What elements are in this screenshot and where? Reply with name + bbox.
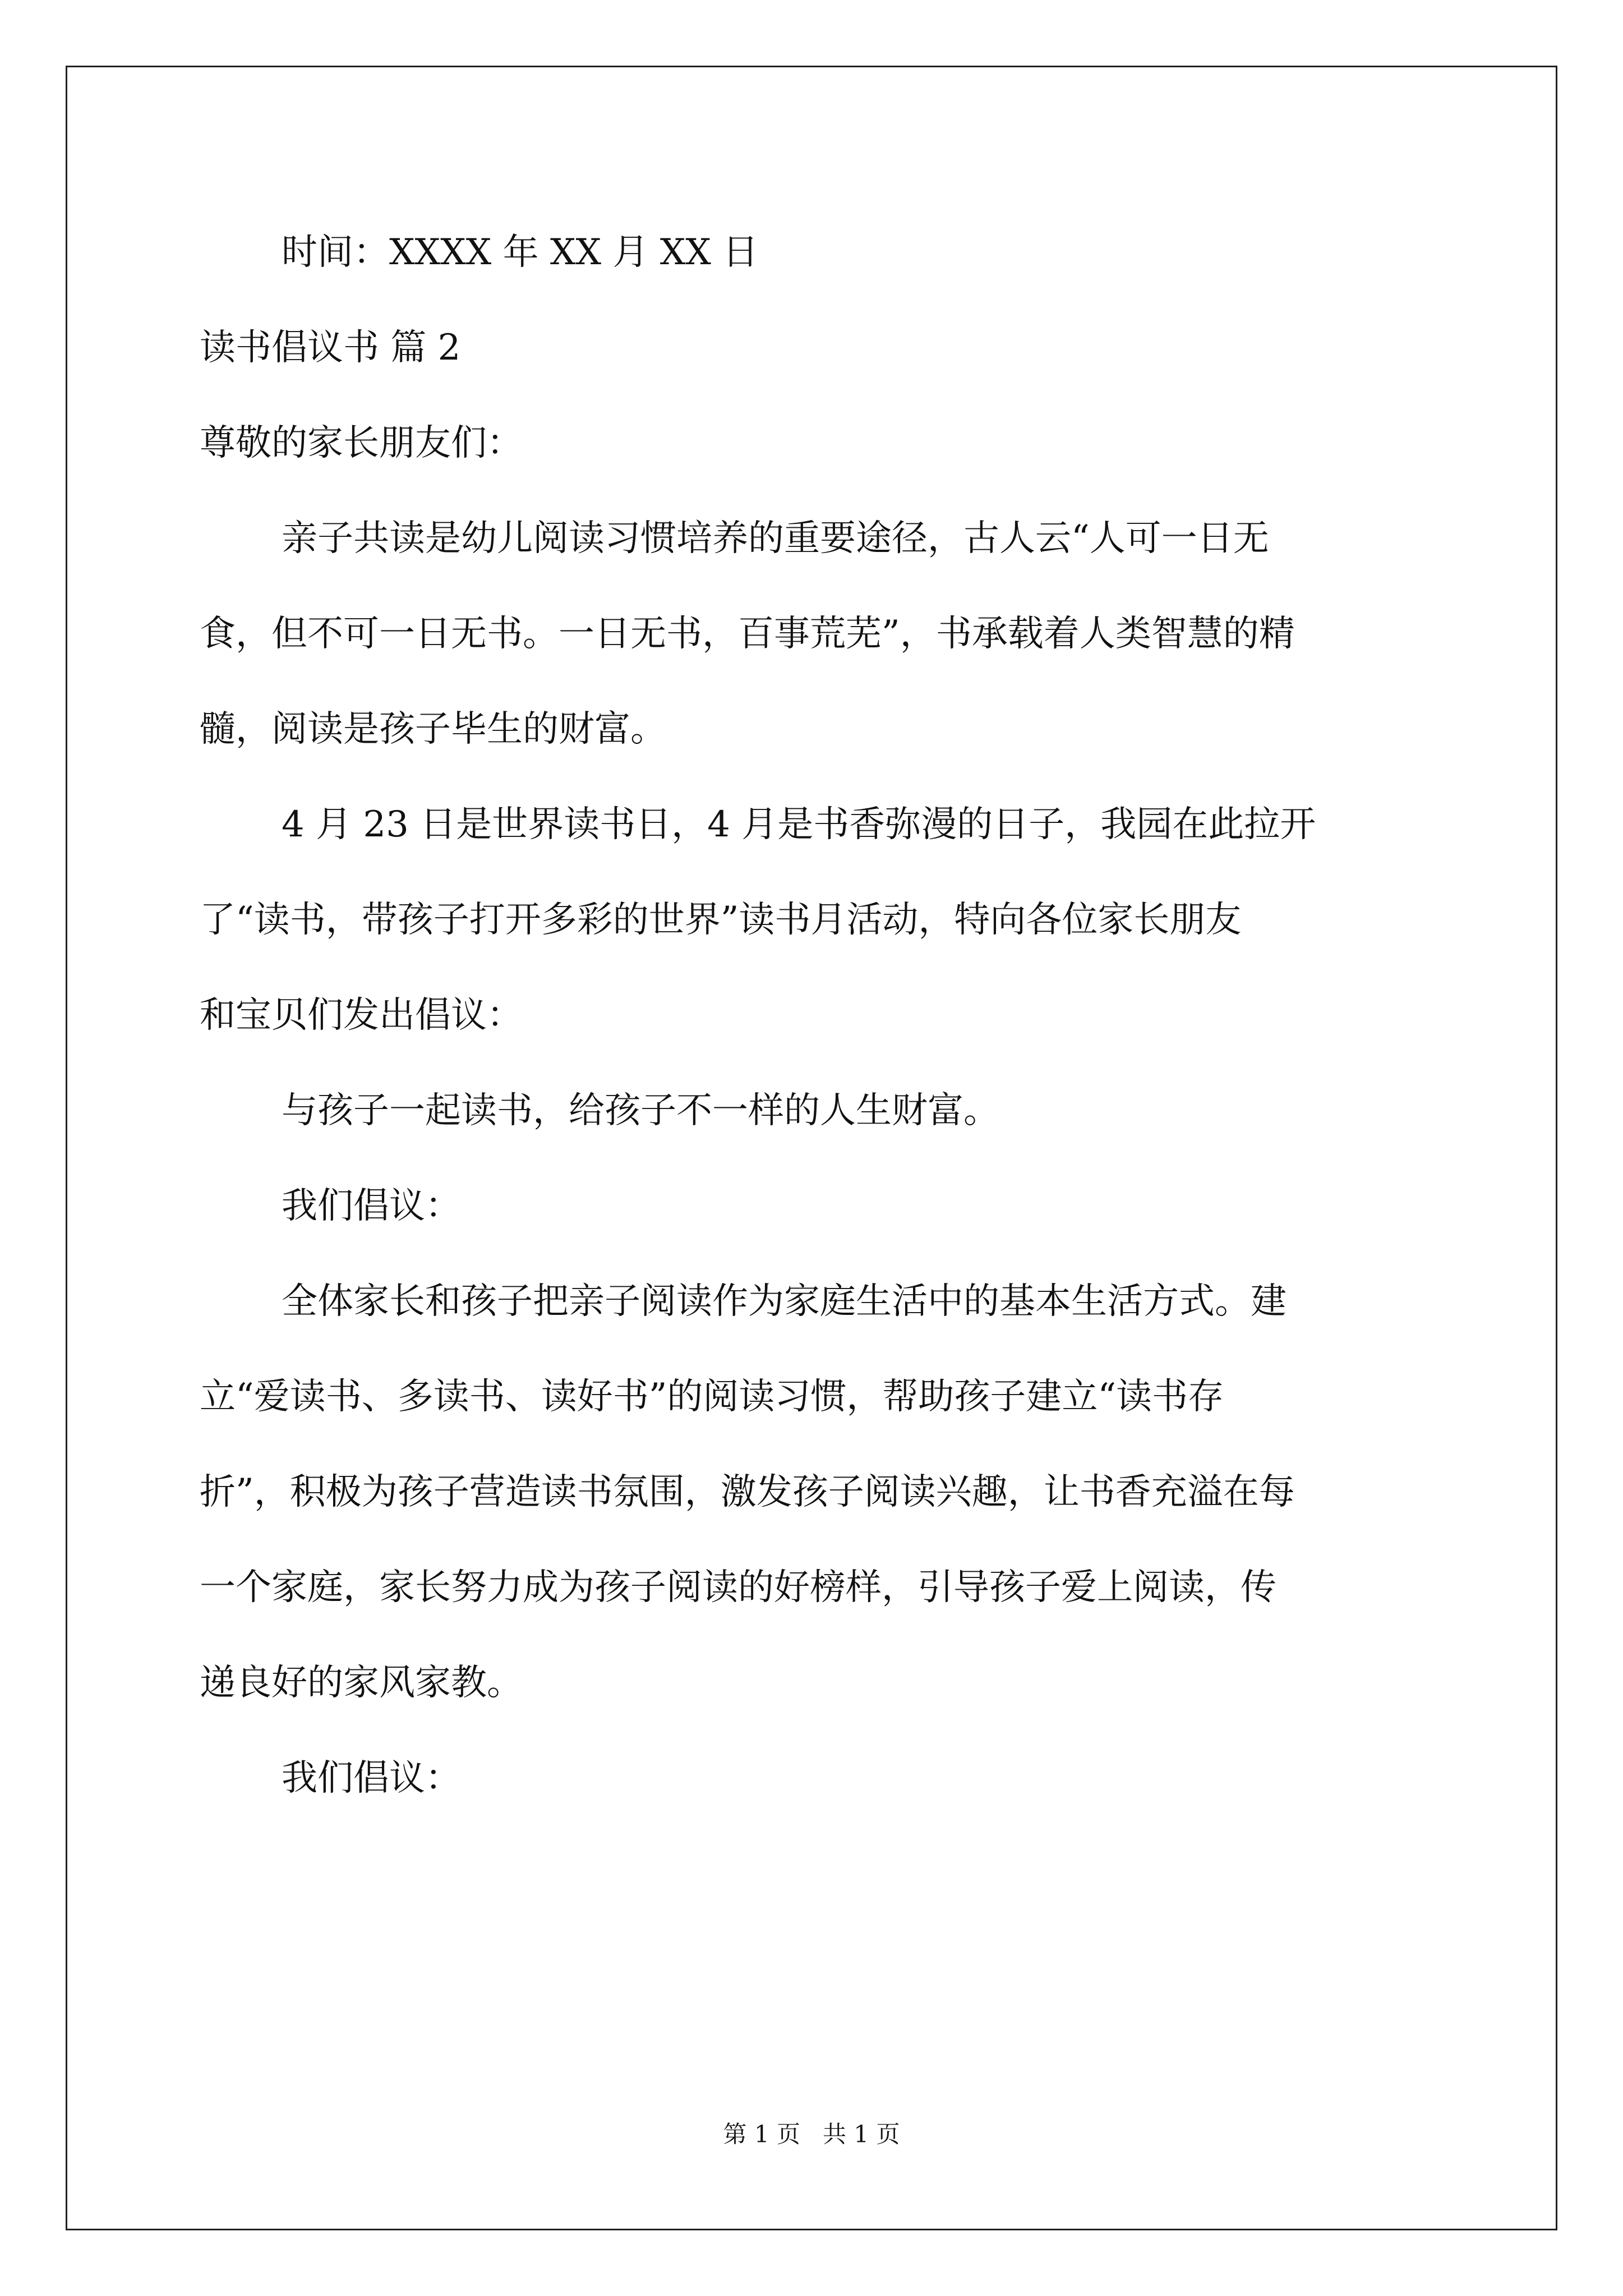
paragraph-line: 了“读书，带孩子打开多彩的世界”读书月活动，特向各位家长朋友 [200, 899, 1242, 941]
paragraph-line: 食，但不可一日无书。一日无书，百事荒芜”，书承载着人类智慧的精 [200, 613, 1295, 655]
paragraph-line: 和宝贝们发出倡议： [200, 995, 523, 1036]
paragraph-line: 髓，阅读是孩子毕生的财富。 [200, 708, 666, 750]
paragraph-line: 我们倡议： [282, 1185, 461, 1227]
page-border [66, 66, 1557, 2230]
section-title: 读书倡议书 篇 2 [200, 327, 461, 369]
paragraph-line: 与孩子一起读书，给孩子不一样的人生财富。 [282, 1090, 999, 1131]
paragraph-line: 4 月 23 日是世界读书日，4 月是书香弥漫的日子，我园在此拉开 [282, 804, 1316, 845]
paragraph-line: 递良好的家风家教。 [200, 1662, 523, 1704]
paragraph-line: 折”，积极为孩子营造读书氛围，激发孩子阅读兴趣，让书香充溢在每 [200, 1471, 1295, 1513]
paragraph-line: 我们倡议： [282, 1757, 461, 1799]
paragraph-line: 全体家长和孩子把亲子阅读作为家庭生活中的基本生活方式。建 [282, 1281, 1287, 1322]
paragraph-line: 一个家庭，家长努力成为孩子阅读的好榜样，引导孩子爱上阅读，传 [200, 1567, 1276, 1608]
date-line: 时间：XXXX 年 XX 月 XX 日 [282, 232, 759, 273]
salutation: 尊敬的家长朋友们： [200, 422, 523, 464]
paragraph-line: 亲子共读是幼儿阅读习惯培养的重要途径，古人云“人可一日无 [282, 518, 1269, 559]
page-footer: 第 1 页 共 1 页 [723, 2120, 900, 2148]
paragraph-line: 立“爱读书、多读书、读好书”的阅读习惯，帮助孩子建立“读书存 [200, 1376, 1224, 1418]
